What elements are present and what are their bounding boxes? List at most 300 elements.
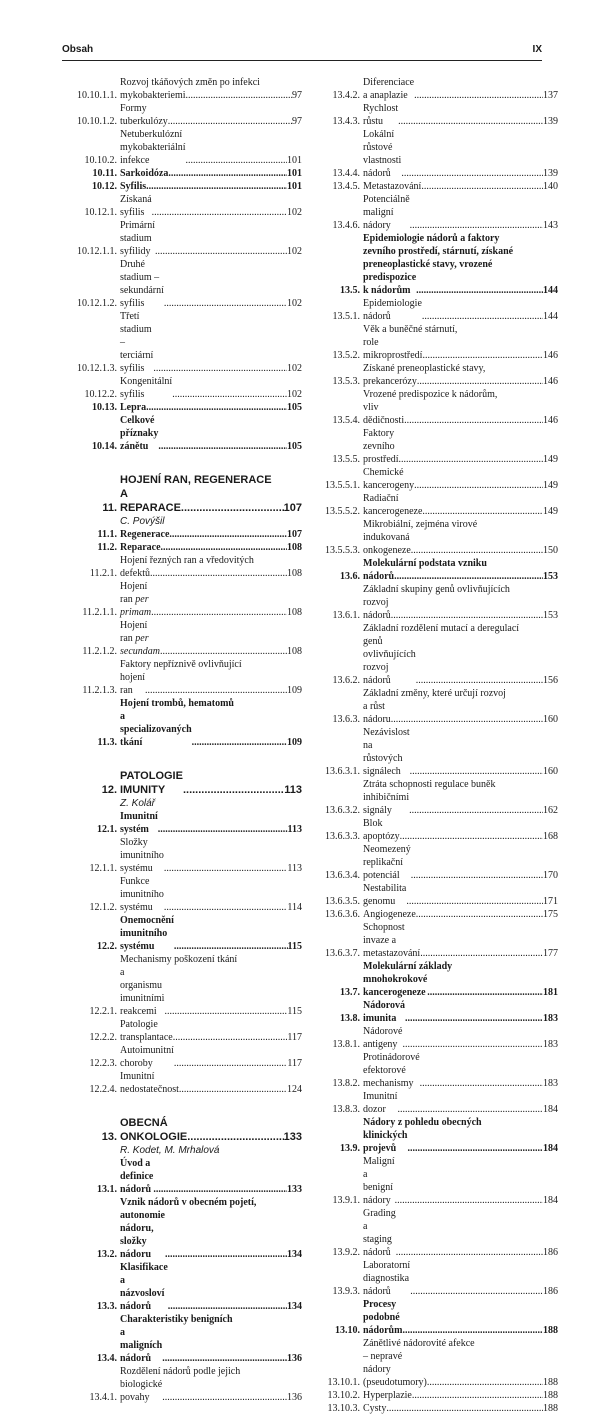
entry-title: Úvod a definice nádorů [120,1158,154,1195]
entry-line [363,102,558,128]
entry-page: 108 [287,607,302,618]
toc-entry[interactable] [62,76,302,102]
entry-text [120,769,302,797]
entry-line [363,570,558,583]
entry-text [120,658,302,697]
entry-number: 11.2.1.2. [82,646,117,657]
entry-text [363,882,558,908]
entry-page: 105 [287,402,302,413]
entry-page: 113 [287,824,302,835]
toc-chapter-entry[interactable] [62,1116,302,1144]
entry-title: Získaná syfilis [120,194,152,218]
entry-line [363,1207,558,1259]
entry-line [363,375,558,388]
entry-title: Molekulární podstata vzniku [363,558,487,569]
toc-entry[interactable] [62,1365,302,1404]
entry-text [363,921,558,960]
entry-line [120,1157,302,1196]
entry-title: Syfilis [120,181,147,192]
entry-line [120,1313,302,1326]
entry-text [363,960,558,999]
entry-text [120,1157,302,1196]
toc-entry[interactable] [313,817,558,843]
entry-number: 13.5.2. [332,350,360,361]
toc-entry[interactable] [313,999,558,1025]
entry-number: 10.12.1.3. [77,363,117,374]
dot-leader [427,986,543,999]
dot-leader [153,362,287,375]
entry-text [120,1116,302,1144]
toc-entry[interactable] [313,1116,558,1155]
toc-entry[interactable] [313,778,558,817]
entry-line [120,914,302,953]
dot-leader [402,1324,543,1337]
dot-leader [174,940,288,953]
entry-text [120,914,302,953]
entry-line [120,966,302,1018]
entry-number: 13.6. [340,571,360,582]
entry-text [363,1259,558,1298]
entry-title: a růst nádoru [363,701,391,725]
entry-number: 10.10.2. [84,155,117,166]
dot-leader [414,89,543,102]
entry-number: 13.4.4. [332,168,360,179]
entry-title: Imunitní nedostatečnost [120,1071,179,1095]
entry-page: 188 [543,1325,558,1336]
entry-title: Nádorová imunita [363,1000,406,1024]
toc-entry[interactable] [62,1196,302,1261]
entry-number: 13.8.1. [332,1039,360,1050]
entry-title: Procesy podobné nádorům [363,1299,403,1336]
dot-leader [173,1031,288,1044]
toc-chapter-entry[interactable] [62,769,302,797]
toc-entry[interactable] [313,388,558,427]
entry-line [363,362,558,375]
entry-page: 114 [287,902,302,913]
dot-leader [158,440,287,453]
entry-title: Primární stadium syfilidy [120,220,155,257]
toc-entry[interactable] [62,1157,302,1196]
entry-title: Sarkoidóza [120,168,169,179]
entry-title: Diferenciace a anaplazie [363,77,415,101]
dot-leader [417,375,543,388]
entry-page: 97 [292,116,302,127]
entry-line [363,1116,558,1129]
toc-entry[interactable] [313,882,558,908]
entry-number: 13.9.1. [332,1195,360,1206]
entry-title: Hojení ran per primam [120,581,152,618]
entry-line [363,687,558,700]
entry-line [363,791,558,817]
entry-page: 133 [283,1131,302,1143]
entry-page: 108 [287,542,302,553]
entry-text [120,1018,302,1044]
entry-number: 11.2.1. [89,568,117,579]
toc-entry[interactable] [62,554,302,580]
entry-page: 134 [287,1249,302,1260]
entry-text [363,128,558,180]
dot-leader [427,1376,543,1389]
entry-title: rozvoj nádorů [363,597,391,621]
dot-leader [416,908,543,921]
entry-title: Složky imunitního systému [120,837,164,874]
entry-text [120,619,302,658]
toc-entry[interactable] [62,414,302,453]
entry-title: Kongenitální syfilis [120,376,173,400]
entry-title: inhibičními signály [363,792,410,816]
toc-entry[interactable] [313,232,558,297]
entry-title: Vznik nádorů v obecném pojetí, [120,1197,257,1208]
dot-leader [181,501,284,515]
entry-line [363,1259,558,1298]
entry-number: 13.4.5. [332,181,360,192]
toc-entry[interactable] [313,726,558,778]
toc-entry[interactable] [313,180,558,193]
entry-title: Autoimunitní choroby [120,1045,174,1069]
toc-entry[interactable] [313,921,558,960]
entry-line [363,336,558,362]
dot-leader [405,1012,543,1025]
entry-page: 171 [543,896,558,907]
entry-title: genů ovlivňujících rozvoj nádorů [363,636,416,686]
entry-title: Onemocnění imunitního systému [120,915,174,952]
entry-line [120,554,302,567]
toc-entry[interactable] [313,687,558,726]
toc-entry[interactable] [313,1298,558,1337]
entry-title: role mikroprostředí [363,337,423,361]
entry-page: 113 [287,863,302,874]
dot-leader [409,804,543,817]
toc-entry[interactable] [62,1261,302,1313]
entry-page: 186 [543,1247,558,1258]
entry-title: – nepravé nádory (pseudotumory) [363,1351,427,1388]
entry-page: 102 [287,298,302,309]
toc-entry[interactable] [62,541,302,554]
entry-title: Schopnost invaze a metastazování [363,922,421,959]
entry-title: Mikrobiální, zejména virové [363,519,478,530]
entry-number: 13.6.3.5. [325,896,360,907]
toc-entry[interactable] [62,1018,302,1044]
toc-entry[interactable] [62,697,302,749]
entry-number: 13.4. [97,1353,117,1364]
entry-title: HOJENÍ RAN, REGENERACE [120,474,272,486]
dot-leader [404,414,543,427]
entry-title: mykobakteriemi [120,90,186,101]
entry-page: 140 [543,181,558,192]
toc-entry[interactable] [313,1155,558,1207]
entry-text [120,473,302,515]
entry-text [120,810,302,836]
entry-line [120,1261,302,1313]
entry-number: 10.12.1.2. [77,298,117,309]
entry-number: 13.6.3.6. [325,909,360,920]
entry-line [120,580,302,619]
toc-entry[interactable] [62,836,302,875]
entry-text [363,1389,558,1402]
dot-leader [162,1391,287,1404]
entry-line [363,323,558,336]
toc-entry[interactable] [62,658,302,697]
toc-entry[interactable] [313,102,558,128]
entry-page: 188 [543,1377,558,1388]
toc-entry[interactable] [313,323,558,362]
entry-line [363,1129,558,1155]
entry-line [363,622,558,635]
entry-page: 146 [543,376,558,387]
entry-line [120,414,302,453]
toc-entry[interactable] [313,557,558,583]
toc-entry[interactable] [62,1070,302,1096]
entry-text [363,1025,558,1051]
toc-entry[interactable] [313,518,558,557]
entry-number: 13.4.2. [332,90,360,101]
entry-title: a organismu imunitními reakcemi [120,967,165,1017]
dot-leader [422,310,543,323]
entry-line [120,567,302,580]
entry-page: 144 [543,285,558,296]
entry-title: Ztráta schopnosti regulace buněk [363,779,496,790]
toc-entry[interactable] [313,583,558,622]
entry-line [363,245,558,258]
dot-leader [391,609,543,622]
entry-title: zevního prostředí, stárnutí, získané [363,246,514,257]
toc-entry[interactable] [313,1402,558,1415]
dot-leader [399,453,543,466]
entry-line [120,193,302,219]
toc-entry[interactable] [313,297,558,323]
section-gap [62,453,302,473]
entry-line [363,557,558,570]
entry-number: 13.5.3. [332,376,360,387]
toc-entry[interactable] [313,843,558,882]
toc-entry[interactable] [313,362,558,388]
toc-entry[interactable] [313,1051,558,1090]
dot-leader [391,713,543,726]
entry-line [120,875,302,914]
entry-number: 13.9.3. [332,1286,360,1297]
chapter-author: R. Kodet, M. Mrhalová [120,1145,220,1156]
entry-title: Neomezený replikační potenciál [363,844,411,881]
entry-line [120,219,302,258]
entry-text [120,102,302,128]
entry-title: Zánětlivé nádorovité afekce [363,1338,475,1349]
entry-text [120,580,302,619]
entry-text [363,817,558,843]
entry-page: 177 [543,948,558,959]
dot-leader [411,869,543,882]
toc-entry[interactable] [62,310,302,375]
entry-text [363,76,558,102]
toc-entry[interactable] [313,128,558,180]
toc-entry[interactable] [62,914,302,953]
dot-leader [416,674,543,687]
entry-line [363,1402,558,1415]
entry-title: biologické povahy [120,1379,163,1403]
entry-number: 13.6.2. [332,675,360,686]
entry-text [120,1313,302,1365]
entry-text [363,687,558,726]
entry-title: Maligní a benigní nádory [363,1156,395,1206]
entry-line [120,310,302,375]
toc-entry[interactable] [62,953,302,1018]
entry-line [120,401,302,414]
toc-entry[interactable] [62,102,302,128]
toc-chapter-entry[interactable] [62,473,302,515]
entry-line [363,492,558,518]
entry-text [120,310,302,375]
dot-leader [168,167,287,180]
entry-title: Nádory z pohledu obecných [363,1117,482,1128]
toc-entry[interactable] [62,128,302,167]
entry-page: 181 [543,987,558,998]
toc-entry[interactable] [62,1044,302,1070]
entry-title: vliv dědičnosti [363,402,405,426]
toc-entry[interactable] [313,1207,558,1259]
entry-number: 11. [102,502,117,514]
entry-line [120,836,302,875]
dot-leader [414,479,543,492]
dot-leader [169,528,287,541]
entry-line [363,1337,558,1350]
entry-title: hojení ran [120,672,145,696]
toc-entry[interactable] [62,580,302,619]
toc-entry[interactable] [62,1313,302,1365]
toc-entry[interactable] [313,960,558,999]
entry-number: 13.4.1. [89,1392,117,1403]
entry-title: A REPARACE [120,488,181,514]
entry-page: 149 [543,506,558,517]
toc-entry[interactable] [62,401,302,414]
toc-entry[interactable] [313,1337,558,1389]
entry-page: 156 [543,675,558,686]
dot-leader [150,567,287,580]
entry-line [363,596,558,622]
toc-entry[interactable] [313,76,558,102]
entry-line [120,769,302,797]
entry-text [120,219,302,258]
entry-title: Netuberkulózní mykobakteriální infekce [120,129,186,166]
entry-number: 13.5.5.1. [325,480,360,491]
entry-line [363,882,558,908]
toc-entry[interactable] [62,375,302,401]
dot-leader [386,1402,543,1415]
entry-line [363,466,558,492]
entry-line [363,518,558,531]
entry-line [120,658,302,671]
entry-page: 184 [543,1104,558,1115]
entry-number: 13.9.2. [332,1247,360,1258]
entry-text [363,193,558,232]
entry-number: 13.3. [97,1301,117,1312]
toc-entry[interactable] [62,219,302,258]
entry-number: 13.10. [335,1325,360,1336]
entry-text [363,1337,558,1389]
entry-text [120,953,302,1018]
entry-line [120,1378,302,1404]
section-gap [62,1096,302,1116]
entry-line [120,619,302,658]
entry-text [363,557,558,583]
toc-entry[interactable] [62,193,302,219]
entry-line [363,271,558,297]
entry-title: Získané preneoplastické stavy, [363,363,486,374]
entry-number: 13.1. [97,1184,117,1195]
entry-number: 11.2.1.1. [82,607,117,618]
toc-entry[interactable] [62,528,302,541]
dot-leader [396,1246,543,1259]
toc-entry[interactable] [62,180,302,193]
entry-page: 113 [284,784,302,796]
entry-text [363,778,558,817]
entry-page: 160 [543,766,558,777]
entry-line [363,1298,558,1337]
entry-title: Imunitní dozor [363,1091,398,1115]
entry-title: OBECNÁ ONKOLOGIE [120,1117,188,1143]
toc-entry[interactable] [62,167,302,180]
entry-title: a maligních nádorů [120,1327,163,1364]
entry-title: Mechanismy poškození tkání [120,954,238,965]
toc-left-column [62,76,302,1404]
dot-leader [407,1142,543,1155]
toc-entry[interactable] [62,258,302,310]
toc-entry[interactable] [62,875,302,914]
toc-entry[interactable] [313,1389,558,1402]
toc-entry[interactable] [62,619,302,658]
entry-number: 12. [101,784,117,796]
dot-leader [421,180,543,193]
entry-text [363,466,558,492]
dot-leader [400,830,543,843]
toc-entry[interactable] [313,622,558,687]
toc-entry[interactable] [313,466,558,492]
entry-line [363,232,558,245]
entry-title: Metastazování [363,181,422,192]
dot-leader [397,1103,543,1116]
entry-line [120,167,302,180]
toc-entry[interactable] [313,908,558,921]
entry-number: 13.8.3. [332,1104,360,1115]
toc-entry[interactable] [313,492,558,518]
dot-leader [420,1077,543,1090]
toc-entry[interactable] [313,1259,558,1298]
chapter-author: C. Povýšil [120,516,165,527]
entry-number: 11.1. [97,529,117,540]
toc-entry[interactable] [313,427,558,466]
entry-number: 13.9. [340,1143,360,1154]
entry-title: Základní skupiny genů ovlivňujících [363,584,510,595]
entry-line [363,1025,558,1051]
entry-title: Epidemiologie nádorů a faktory [363,233,500,244]
toc-entry[interactable] [313,1090,558,1116]
entry-text [120,76,302,102]
toc-entry[interactable] [313,193,558,232]
entry-number: 12.2.3. [89,1058,117,1069]
entry-title: Hojení trombů, hematomů [120,698,234,709]
entry-text [363,843,558,882]
dot-leader [168,115,292,128]
dot-leader [152,206,287,219]
toc-right-column [313,76,558,1415]
toc-entry[interactable] [62,810,302,836]
entry-line [363,999,558,1025]
entry-number: 13.6.3.7. [325,948,360,959]
toc-entry[interactable] [313,1025,558,1051]
entry-text [120,528,302,541]
entry-page: 102 [287,246,302,257]
entry-title: Faktory zevního prostředí [363,428,399,465]
entry-line [363,1090,558,1116]
entry-page: 175 [543,909,558,920]
